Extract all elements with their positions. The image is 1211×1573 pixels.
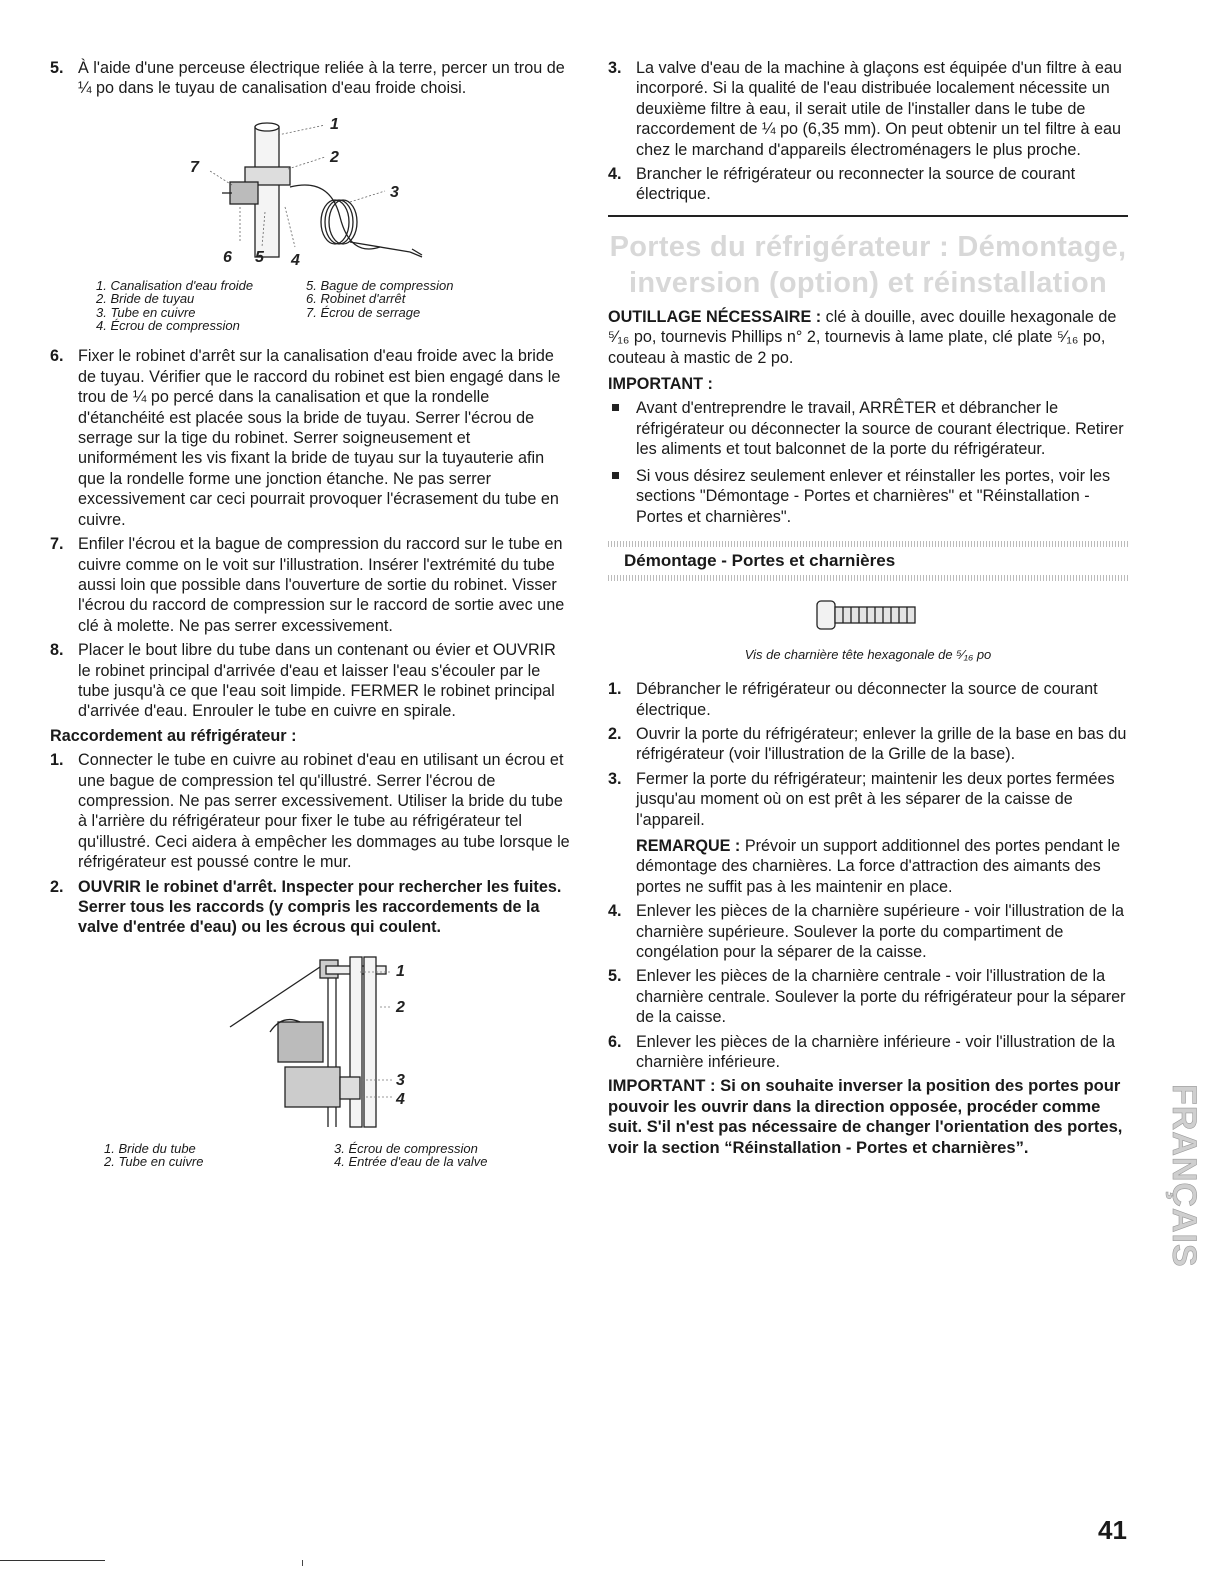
- note: [636, 836, 1128, 897]
- removal-step-5: [608, 966, 1128, 1027]
- step-number: 5.: [608, 967, 622, 986]
- tube-connection-figure: [50, 942, 570, 1142]
- step-text: La valve d'eau de la machine à glaçons est équipée d'un filtre à eau incorporé. Si la qualité de l'eau distribuée localement nécessite un deuxième filtre à eau, il serait utile de l'installer dans le tube de raccordement de ¼ po (6,35 mm). On peut obtenir un tel filtre à eau chez le marchand d'appareils électroménagers le plus proche.: [636, 59, 1122, 159]
- step-3: [608, 58, 1128, 160]
- language-side-tab: [1143, 1080, 1203, 1350]
- fig1-label-6: 6: [223, 248, 232, 266]
- step-number: 6.: [608, 1032, 622, 1051]
- step-7: [50, 534, 570, 636]
- step-number: 7.: [50, 535, 64, 554]
- important-label: IMPORTANT :: [608, 375, 713, 394]
- fig1-label-4: 4: [291, 251, 300, 269]
- section-title: [608, 229, 1128, 301]
- connection-step-1: [50, 750, 570, 872]
- tube-connection-illustration: [50, 942, 570, 1142]
- step-text: Enfiler l'écrou et la bague de compression du raccord sur le tube en cuivre comme on le voit sur l'illustration. Insérer l'extrémité du tube aussi loin que possible dans l'ouverture de sortie du robinet. Visser l'écrou du raccord de compression sur le raccord de sortie avec une clé à molette. Ne pas serrer excessivement.: [78, 535, 565, 635]
- shutoff-valve-illustration: [50, 107, 570, 273]
- important-list: [608, 398, 1128, 526]
- step-text: Enlever les pièces de la charnière supérieure - voir l'illustration de la charnière supérieure. Soulever la porte du compartiment de congélation pour la séparer de la caisse.: [636, 902, 1125, 961]
- step-number: 4.: [608, 902, 622, 921]
- step-4: [608, 164, 1128, 205]
- important-bullet: [608, 466, 1128, 527]
- tools-paragraph: [608, 307, 1128, 368]
- removal-step-6: [608, 1032, 1128, 1073]
- step-text: Fermer la porte du réfrigérateur; maintenir les deux portes fermées jusqu'au moment où on est prêt à les séparer de la caisse de l'appareil.: [636, 769, 1115, 829]
- legend-item: 6. Robinet d'arrêt: [306, 291, 406, 307]
- footer-rule: [0, 1560, 105, 1561]
- legend-item: 1. Bride du tube: [104, 1140, 196, 1156]
- step-text: Fixer le robinet d'arrêt sur la canalisation d'eau froide avec la bride de tuyau. Vérifier que le raccord du robinet est bien engagé dans le trou de ¼ po percé dans la canalisation et que la rondelle d'étanchéité est placée sous la bride de tuyau. Serrer l'écrou de serrage sur la tige du robinet. Serrer soigneusement et uniformément les vis fixant la bride de tuyau sur la tuyauterie afin que la rondelle forme une jonction étanche. Ne pas serrer excessivement car ceci pourrait provoquer l'écrasement du tube en cuivre.: [78, 347, 561, 529]
- tools-label: OUTILLAGE NÉCESSAIRE :: [608, 307, 822, 326]
- step-6: [50, 346, 570, 530]
- footer-tick: [302, 1560, 303, 1566]
- legend-item: 7. Écrou de serrage: [306, 304, 421, 320]
- step-text: OUVRIR le robinet d'arrêt. Inspecter pour rechercher les fuites. Serrer tous les raccords (y compris les raccordements de la valve d'entrée d'eau) ou les écrous qui coulent.: [78, 877, 562, 937]
- fig2-label-1: 1: [396, 962, 405, 980]
- legend-item: 5. Bague de compression: [306, 277, 454, 293]
- bullet-text: Si vous désirez seulement enlever et réinstaller les portes, voir les sections "Démontage - Portes et charnières" et "Réinstallation - Portes et charnières".: [636, 466, 1111, 526]
- step-text: Enlever les pièces de la charnière centrale - voir l'illustration de la charnière centrale. Soulever la porte du réfrigérateur pour la séparer de la caisse.: [636, 967, 1126, 1027]
- legend-item: [306, 319, 516, 332]
- step-text: Enlever les pièces de la charnière inférieure - voir l'illustration de la charnière inférieure.: [636, 1032, 1116, 1072]
- step-8: [50, 640, 570, 722]
- connection-subheading: Raccordement au réfrigérateur :: [50, 726, 297, 745]
- step-text: Débrancher le réfrigérateur ou déconnecter la source de courant électrique.: [636, 680, 1098, 719]
- fig1-label-7: 7: [190, 158, 199, 176]
- subsection-title: Démontage - Portes et charnières: [624, 550, 896, 570]
- step-number: 2.: [50, 877, 64, 896]
- fig2-legend: [104, 1142, 544, 1169]
- bullet-square-icon: [612, 472, 619, 479]
- side-tab-label: FRANÇAIS: [1165, 1084, 1203, 1268]
- legend-item: 1. Canalisation d'eau froide: [96, 277, 254, 293]
- removal-step-4: [608, 901, 1128, 962]
- step-number: 3.: [608, 59, 622, 77]
- connection-step-2: [50, 877, 570, 938]
- step-number: 8.: [50, 641, 64, 660]
- dotted-divider: [608, 575, 1128, 581]
- removal-step-2: [608, 724, 1128, 765]
- step-text: Connecter le tube en cuivre au robinet d'eau en utilisant un écrou et une bague de compression tel qu'illustré. Serrer l'écrou de compression. Ne pas serrer excessivement. Utiliser la bride du tube à l'arrière du réfrigérateur pour fixer le tube au réfrigérateur tel qu'illustré. Ceci aidera à empêcher les dommages au tube lorsque le réfrigérateur est poussé contre le mur.: [78, 751, 570, 872]
- screw-caption: Vis de charnière tête hexagonale de ⁵⁄₁₆ po: [744, 646, 992, 662]
- hinge-screw-figure: [608, 597, 1128, 665]
- note-label: REMARQUE :: [636, 836, 741, 855]
- step-text: Brancher le réfrigérateur ou reconnecter la source de courant électrique.: [636, 165, 1076, 204]
- legend-item: 2. Tube en cuivre: [104, 1154, 204, 1170]
- left-column: [50, 58, 570, 1169]
- tools-text: clé à douille, avec douille hexagonale de ⁵⁄₁₆ po, tournevis Phillips n° 2, tournevis à lame plate, clé plate ⁵⁄₁₆ po, couteau à mastic de 2 po.: [608, 307, 1117, 367]
- section-title-line-1: Portes du réfrigérateur : Démontage,: [609, 230, 1127, 263]
- dotted-divider: [608, 541, 1128, 547]
- page-number: 41: [1098, 1515, 1127, 1545]
- step-text: Ouvrir la porte du réfrigérateur; enlever la grille de la base en bas du réfrigérateur (voir l'illustration de la Grille de la base).: [636, 724, 1127, 764]
- step-text: Placer le bout libre du tube dans un contenant ou évier et OUVRIR le robinet principal d'arrivée d'eau et laisser l'eau s'écouler par le tube jusqu'à ce que l'eau soit limpide. FERMER le robinet principal d'arrivée d'eau. Enrouler le tube en cuivre en spirale.: [78, 641, 556, 721]
- bullet-text: Avant d'entreprendre le travail, ARRÊTER et débrancher le réfrigérateur ou déconnecter la source de courant électrique. Retirer les aliments et tout balconnet de la porte du réfrigérateur.: [636, 399, 1124, 459]
- hinge-screw-illustration: [813, 597, 923, 633]
- step-number: 6.: [50, 347, 64, 366]
- step-number: 3.: [608, 769, 622, 788]
- step-number: 1.: [50, 751, 64, 770]
- step-number: 4.: [608, 165, 622, 184]
- removal-step-1: [608, 679, 1128, 720]
- legend-item: 2. Bride de tuyau: [96, 291, 195, 307]
- side-tab-text: [1143, 1080, 1203, 1350]
- legend-item: 3. Tube en cuivre: [96, 304, 196, 320]
- fig1-label-1: 1: [330, 115, 339, 133]
- removal-step-3: [608, 769, 1128, 897]
- section-rule: [608, 215, 1128, 217]
- bullet-square-icon: [612, 404, 619, 411]
- legend-item: 4. Écrou de compression: [96, 318, 240, 334]
- step-5: [50, 58, 570, 99]
- final-important: IMPORTANT : Si on souhaite inverser la position des portes pour pouvoir les ouvrir dans la direction opposée, procéder comme suit. S'il n'est pas nécessaire de changer l'orientation des portes, voir la section “Réinstallation - Portes et charnières”.: [608, 1076, 1123, 1157]
- step-text: À l'aide d'une perceuse électrique reliée à la terre, percer un trou de ¼ po dans le tuyau de canalisation d'eau froide choisi.: [78, 59, 565, 98]
- step-number: 1.: [608, 680, 622, 699]
- legend-item: 3. Écrou de compression: [334, 1140, 478, 1156]
- legend-item: 4. Entrée d'eau de la valve: [334, 1154, 488, 1170]
- fig1-legend: [96, 279, 516, 333]
- fig2-label-2: 2: [396, 998, 405, 1016]
- step-number: 2.: [608, 724, 622, 743]
- fig2-label-4: 4: [396, 1090, 405, 1108]
- section-title-line-2: inversion (option) et réinstallation: [628, 266, 1108, 299]
- shutoff-valve-figure: [50, 107, 570, 273]
- right-column: [608, 58, 1128, 1158]
- step-number: 5.: [50, 59, 64, 77]
- note-text: Prévoir un support additionnel des portes pendant le démontage des charnières. La force d'attraction des aimants des portes ne suffit pas à les maintenir en place.: [636, 836, 1121, 896]
- fig2-label-3: 3: [396, 1071, 405, 1089]
- fig1-label-2: 2: [330, 148, 339, 166]
- fig1-label-5: 5: [255, 248, 264, 266]
- fig1-label-3: 3: [390, 183, 399, 201]
- important-bullet: [608, 398, 1128, 459]
